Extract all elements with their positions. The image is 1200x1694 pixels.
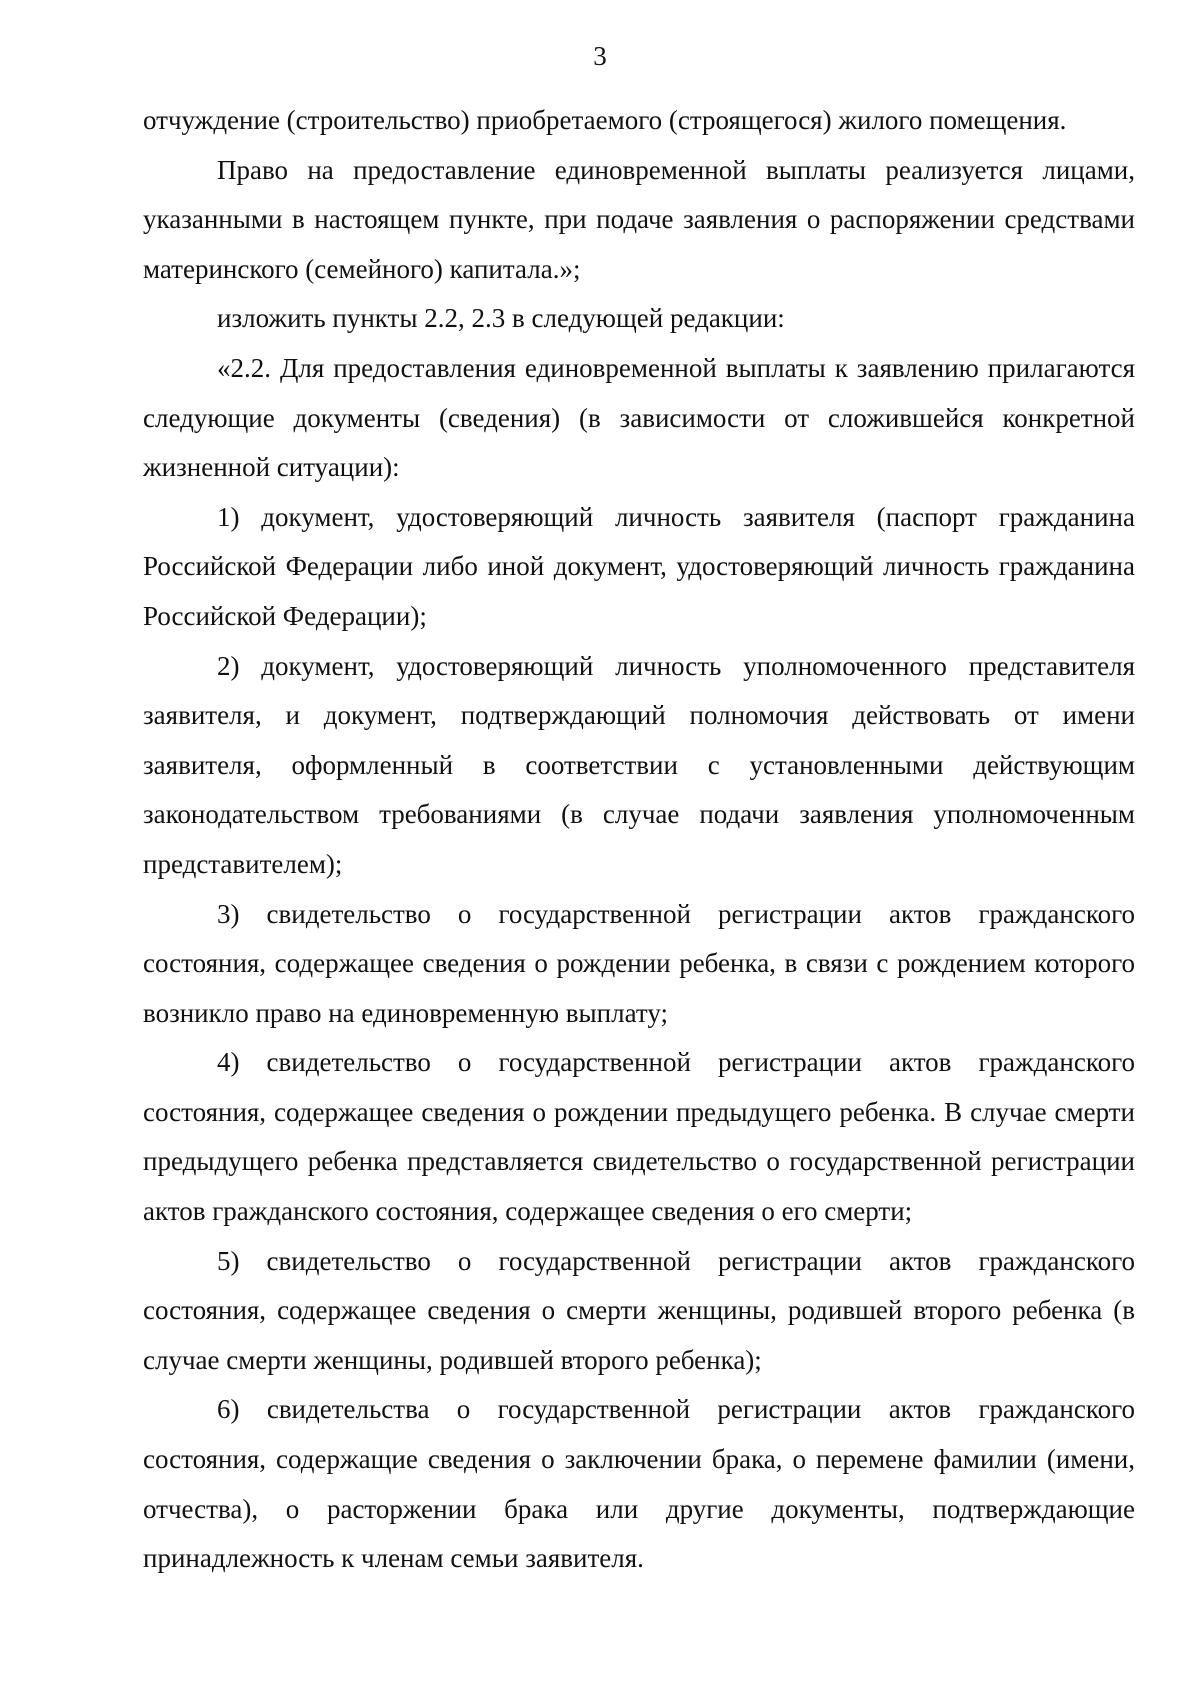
paragraph-amend-instruction: изложить пункты 2.2, 2.3 в следующей редакции: [217,303,785,334]
page-number: 3 [593,41,607,71]
list-item-3: 3) свидетельство о государственной регистрации актов гражданского состояния, содержащее сведения о рождении ребенка, в связи с рождением которого возникло право на единовременную выплату; [143,898,1135,1028]
paragraph-continuation: отчуждение (строительство) приобретаемого (строящегося) жилого помещения. [143,105,1067,135]
list-item-2: 2) документ, удостоверяющий личность уполномоченного представителя заявителя, и документ, подтверждающий полномочия действовать от имени заявителя, оформленный в соответствии с установленными действующим законодательством требованиями (в случае подачи заявления уполномоченным представителем); [143,650,1135,879]
paragraph-clause-2-2: «2.2. Для предоставления единовременной выплаты к заявлению прилагаются следующие документы (сведения) (в зависимости от сложившейся конкретной жизненной ситуации): [143,352,1135,483]
paragraph-right-to-payment: Право на предоставление единовременной выплаты реализуется лицами, указанными в настоящем пункте, при подаче заявления о распоряжении средствами материнского (семейного) капитала.»; [143,154,1135,284]
document-body [143,96,1135,1584]
list-item-6: 6) свидетельства о государственной регистрации актов гражданского состояния, содержащие сведения о заключении брака, о перемене фамилии (имени, отчества), о расторжении брака или другие документы, подтверждающие принадлежность к членам семьи заявителя. [143,1394,1135,1574]
list-item-4: 4) свидетельство о государственной регистрации актов гражданского состояния, содержащее сведения о рождении предыдущего ребенка. В случае смерти предыдущего ребенка представляется свидетельство о государственной регистрации актов гражданского состояния, содержащее сведения о его смерти; [143,1047,1135,1227]
list-item-5: 5) свидетельство о государственной регистрации актов гражданского состояния, содержащее сведения о смерти женщины, родившей второго ребенка (в случае смерти женщины, родившей второго ребенка); [143,1245,1135,1375]
list-item-1: 1) документ, удостоверяющий личность заявителя (паспорт гражданина Российской Федерации либо иной документ, удостоверяющий личность гражданина Российской Федерации); [143,501,1135,631]
